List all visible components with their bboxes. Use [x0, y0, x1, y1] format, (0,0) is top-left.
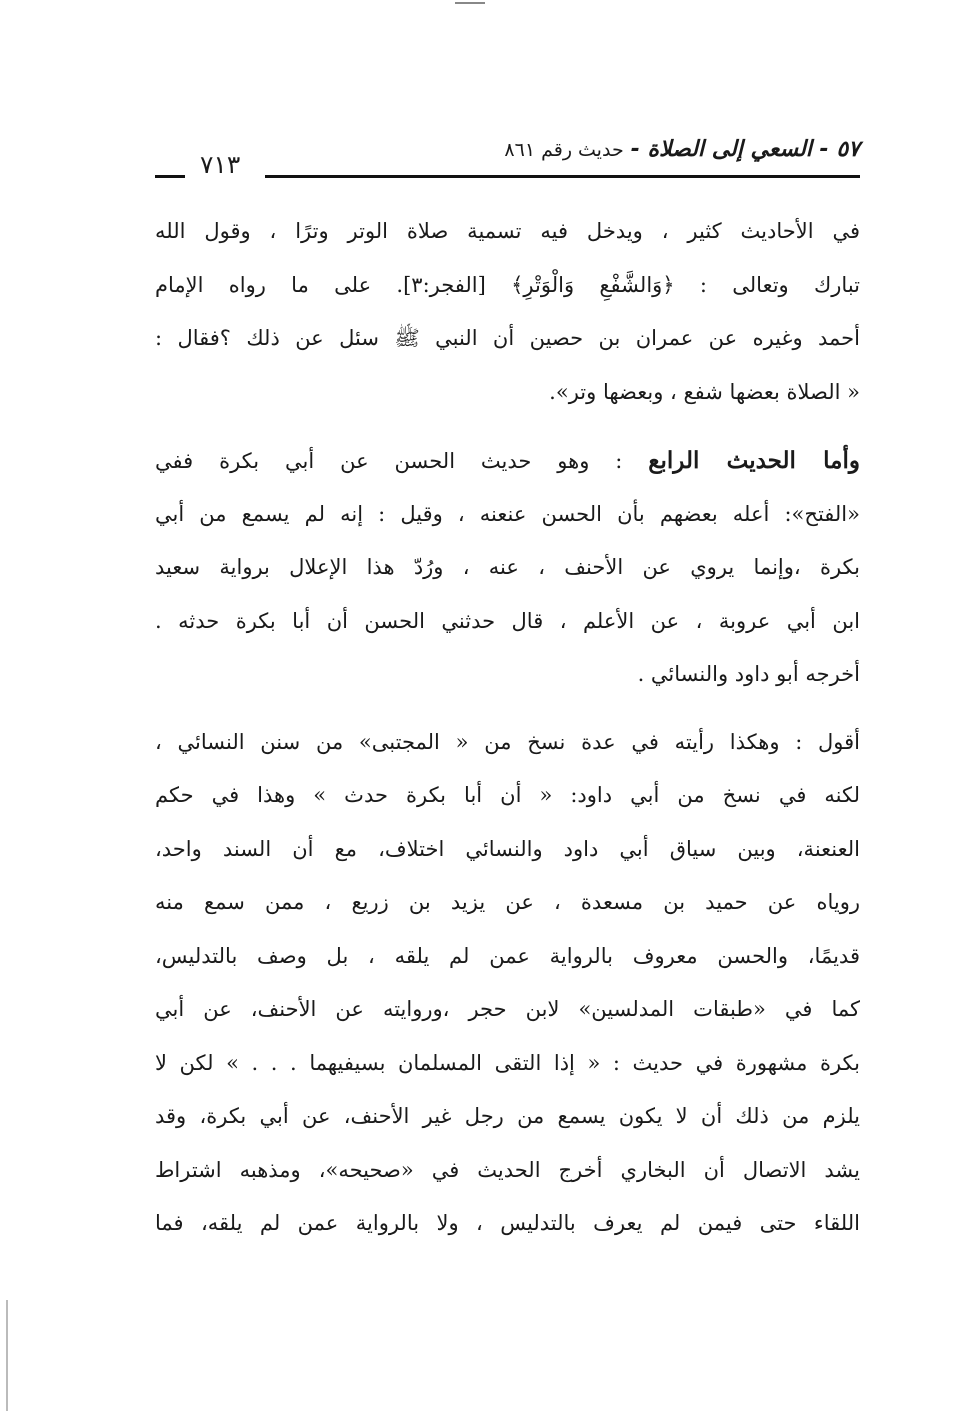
text-line: أحمد وغيره عن عمران بن حصين أن النبي ﷺ سئل عن ذلك ؟فقال : [155, 326, 860, 350]
text-line-rest: : وهو حديث الحسن عن أبي بكرة ففي [155, 449, 623, 473]
text-line: كما في «طبقات المدلسين» لابن حجر ،وروايته عن الأحنف، عن أبي [155, 997, 860, 1021]
text-line [155, 434, 860, 488]
page-number: ٧١٣ [200, 150, 241, 179]
text-line: « الصلاة بعضها شفع ، وبعضها وتر». [549, 379, 860, 404]
header-title [504, 132, 860, 168]
paragraph-1 [155, 205, 860, 419]
body-text [155, 205, 860, 1251]
text-line: بكرة ،وإنما يروي عن الأحنف ، عنه ، ورُدّ هذا الإعلال برواية سعيد [155, 555, 860, 579]
header-rule [265, 175, 860, 178]
text-line: أقول : وهكذا رأيته في عدة نسخ من « المجتبى» من سنن النسائي ، [155, 729, 860, 754]
paragraph-3 [155, 716, 860, 1251]
text-line: لكنه في نسخ من أبي داود: « أن أبا بكرة حدث » وهذا في حكم [155, 783, 860, 807]
paragraph-2 [155, 434, 860, 702]
paragraph-lead: وأما الحديث الرابع [648, 447, 860, 474]
top-edge-mark [455, 2, 485, 4]
text-line: تبارك وتعالى : ﴿وَالشَّفْعِ وَالْوَتْرِ﴾ [الفجر:٣]. على ما رواه الإمام [155, 272, 861, 297]
page-number-rule [155, 175, 185, 178]
text-line: العنعنة، وبين سياق أبي داود والنسائي اختلاف، مع أن السند واحد، [155, 836, 860, 861]
text-line: قديمًا، والحسن معروف بالرواية عمن لم يلقه ، بل وصف بالتدليس، [155, 943, 860, 968]
text-line: في الأحاديث كثير ، ويدخل فيه تسمية صلاة الوتر وترًا ، وقول الله [155, 219, 860, 243]
text-line: بكرة مشهورة في حديث : « إذا التقى المسلمان بسيفيهما . . . » لكن لا [155, 1050, 860, 1075]
text-line: ابن أبي عروبة ، عن الأعلم ، قال حدثني الحسن أن أبا بكرة حدثه . [155, 608, 860, 633]
text-line: اللقاء حتى فيمن لم يعرف بالتدليس ، ولا بالرواية عمن لم يلقه، فما [155, 1211, 860, 1235]
text-line: أخرجه أبو داود والنسائي . [637, 662, 860, 686]
hadith-reference: حديث رقم ٨٦١ [504, 139, 624, 161]
running-header [155, 132, 860, 182]
chapter-label: ٥٧ - السعي إلى الصلاة - [630, 137, 860, 162]
text-line: يلزم من ذلك أن لا يكون يسمع من رجل غير الأحنف، عن أبي بكرة، وقد [155, 1104, 860, 1128]
text-line: روياه عن حميد بن مسعدة ، عن يزيد بن زريع ، ممن سمع منه [155, 890, 860, 914]
text-line: «الفتح»: أعله بعضهم بأن الحسن عنعنه ، وقيل : إنه لم يسمع من أبي [155, 501, 860, 526]
page-edge-line [6, 1300, 8, 1411]
text-line: يشد الاتصال أن البخاري أخرج الحديث في «صحيحه»، ومذهبه اشتراط [155, 1157, 860, 1182]
